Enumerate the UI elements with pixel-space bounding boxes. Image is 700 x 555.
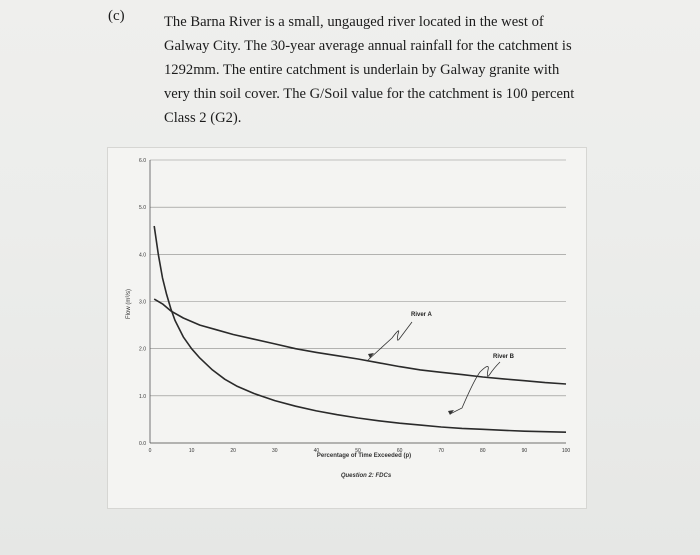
question-line: The Barna River is a small, ungauged river located in the west of [164, 14, 544, 30]
y-tick-label: 0.0 [139, 441, 146, 447]
y-tick-label: 4.0 [139, 252, 146, 259]
x-tick-label: 0 [148, 448, 152, 454]
question-line: very thin soil cover. The G/Soil value for the catchment is 100 percent [164, 86, 575, 102]
figure-caption: Question 2: FDCs [340, 473, 392, 479]
river-a-label: River A [411, 312, 432, 318]
question-line: 1292mm. The entire catchment is underlain by Galway granite with [164, 62, 560, 78]
x-tick-label: 10 [188, 448, 195, 454]
question-line: Galway City. The 30-year average annual rainfall for the catchment is [164, 38, 572, 54]
y-tick-label: 3.0 [139, 299, 146, 306]
river-b-label: River B [493, 354, 515, 360]
x-tick-label: 20 [230, 448, 236, 454]
x-tick-label: 40 [313, 448, 320, 454]
y-tick-label: 1.0 [139, 393, 146, 400]
y-axis-label: Flow (m³/s) [126, 289, 132, 319]
question-line: Class 2 (G2). [164, 110, 242, 126]
y-tick-label: 2.0 [139, 346, 146, 353]
x-axis-label: Percentage of Time Exceeded (p) [316, 453, 412, 459]
x-tick-label: 100 [561, 448, 571, 454]
x-tick-label: 50 [355, 448, 361, 454]
y-tick-label: 6.0 [139, 158, 146, 164]
x-tick-label: 30 [272, 448, 278, 454]
y-tick-label: 5.0 [139, 205, 146, 212]
x-tick-label: 60 [396, 448, 403, 454]
x-tick-label: 70 [438, 448, 444, 454]
leader-line [450, 362, 500, 414]
x-tick-label: 80 [480, 448, 486, 454]
river-a-curve [154, 299, 566, 384]
question-label: (c) [108, 8, 125, 24]
leader-line [368, 322, 412, 360]
x-tick-label: 90 [521, 448, 528, 454]
